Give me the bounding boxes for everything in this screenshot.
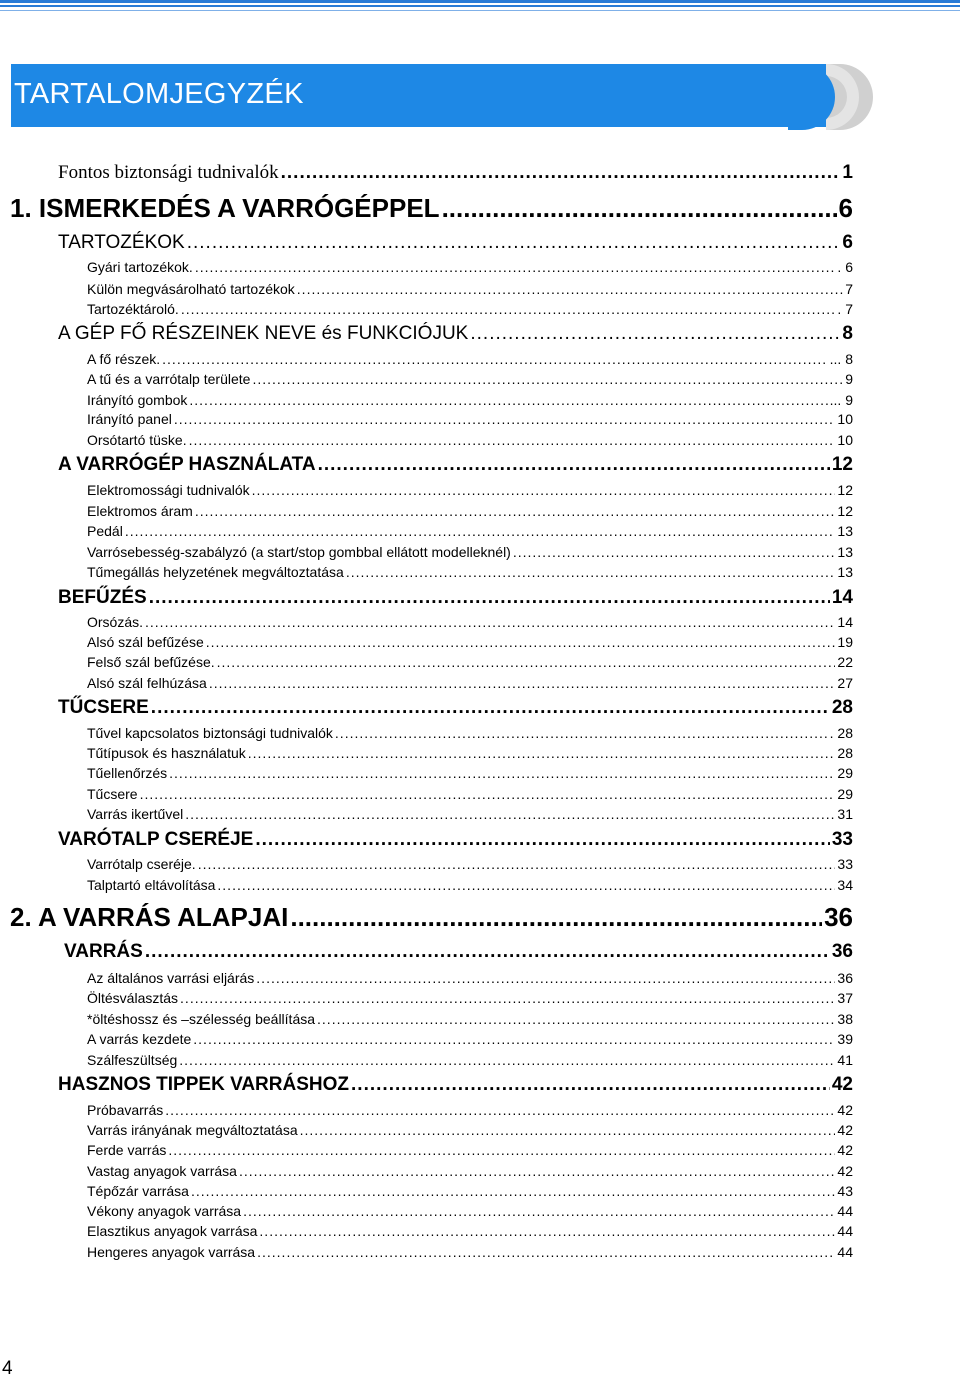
toc-entry-label: Szálfeszültség (87, 1052, 178, 1068)
toc-entry-page: . 28 (829, 725, 853, 741)
toc-entry[interactable] (87, 544, 853, 560)
toc-entry[interactable] (87, 1163, 853, 1179)
toc-entry-label: Hengeres anyagok varrása (87, 1244, 256, 1260)
dot-leader (255, 829, 830, 851)
toc-entry-page: 33 (831, 829, 853, 850)
toc-entry-page: 42 (837, 1163, 853, 1179)
toc-entry-page: 19 (837, 634, 853, 650)
dot-leader (256, 970, 835, 986)
dot-leader (442, 193, 837, 224)
toc-entry-page: 42 (837, 1102, 853, 1118)
toc-entry-page: 41 (837, 1052, 853, 1068)
toc-entry[interactable] (87, 482, 853, 498)
toc-entry-page: 36 (837, 970, 853, 986)
toc-entry-page: 6 (838, 193, 853, 223)
toc-entry[interactable] (58, 232, 853, 254)
toc-entry[interactable] (87, 1203, 853, 1219)
toc-entry-label: Elektromossági tudnivalók (87, 482, 250, 498)
toc-entry-label: Tűcsere (87, 786, 138, 802)
chevron-decoration-icon (788, 64, 878, 130)
toc-entry-label: Alsó szál befűzése (87, 634, 204, 650)
toc-entry[interactable] (10, 193, 853, 224)
toc-entry[interactable] (87, 675, 853, 691)
toc-entry[interactable] (58, 697, 853, 719)
toc-entry-label: HASZNOS TIPPEK VARRÁSHOZ (58, 1074, 350, 1095)
toc-entry-page: 42 (837, 1122, 853, 1138)
dot-leader (145, 614, 835, 630)
dot-leader (297, 281, 843, 297)
toc-entry[interactable] (87, 351, 853, 367)
toc-entry-label: TŰCSERE (58, 697, 149, 718)
dot-leader (185, 806, 835, 822)
toc-entry-label: Tartozéktároló. (87, 301, 179, 317)
dot-leader (252, 482, 836, 498)
toc-entry-page: 33 (837, 856, 853, 872)
dot-leader (198, 856, 836, 872)
dot-leader (206, 634, 836, 650)
dot-leader (180, 990, 835, 1006)
dot-leader (217, 877, 835, 893)
toc-entry-page: 22 (837, 654, 853, 670)
toc-entry-label: Ferde varrás (87, 1142, 167, 1158)
toc-entry-page: 29 (837, 786, 853, 802)
toc-entry-label: A varrás kezdete (87, 1031, 192, 1047)
dot-leader (257, 1244, 835, 1260)
dot-leader (125, 523, 836, 539)
toc-entry[interactable] (87, 1142, 853, 1158)
dot-leader (248, 745, 836, 761)
toc-entry[interactable] (87, 634, 853, 650)
dot-leader (195, 259, 836, 275)
toc-entry-page: 12 (837, 503, 853, 519)
page-title: TARTALOMJEGYZÉK (14, 78, 304, 110)
toc-entry-page: 44 (837, 1203, 853, 1219)
toc-entry[interactable] (58, 454, 853, 476)
toc-entry-page: 6 (842, 232, 853, 253)
toc-entry-page: 12 (831, 454, 853, 475)
toc-entry-page: 36 (824, 902, 853, 932)
dot-leader (281, 162, 841, 184)
toc-entry-label: Öltésválasztás (87, 990, 179, 1006)
toc-entry-page: . 7 (837, 301, 853, 317)
toc-entry[interactable] (87, 371, 853, 387)
toc-entry[interactable] (87, 564, 853, 580)
toc-entry-page: 10 (837, 411, 853, 427)
dot-leader (187, 232, 841, 254)
dot-leader (239, 1163, 835, 1179)
toc-entry[interactable] (87, 1102, 853, 1118)
toc-entry[interactable] (87, 856, 853, 872)
toc-entry[interactable] (87, 523, 853, 539)
toc-entry[interactable] (58, 829, 853, 851)
toc-entry[interactable] (87, 725, 853, 741)
dot-leader (513, 544, 836, 560)
dot-leader (351, 1074, 830, 1096)
dot-leader (189, 392, 827, 408)
toc-entry-label: Irányító panel (87, 411, 172, 427)
dot-leader (193, 1031, 835, 1047)
toc-entry-page: 34 (837, 877, 853, 893)
toc-entry-label: Elektromos áram (87, 503, 193, 519)
toc-entry-label: Talptartó eltávolítása (87, 877, 216, 893)
toc-entry-label: TARTOZÉKOK (58, 232, 185, 253)
dot-leader (318, 454, 830, 476)
toc-entry[interactable] (87, 877, 853, 893)
toc-entry-page: ... 8 (829, 351, 853, 367)
toc-entry-label: Orsózás. (87, 614, 144, 630)
toc-entry-page: 43 (837, 1183, 853, 1199)
toc-entry[interactable] (87, 1122, 853, 1138)
dot-leader (470, 323, 840, 345)
toc-entry-label: Tépőzár varrása (87, 1183, 189, 1199)
toc-entry-label: *öltéshossz és –szélesség beállítása (87, 1011, 316, 1027)
toc-entry-label: BEFŰZÉS (58, 587, 147, 608)
dot-leader (217, 654, 836, 670)
dot-leader (195, 503, 836, 519)
toc-entry[interactable] (87, 1244, 853, 1260)
toc-entry-page: 44 (837, 1223, 853, 1239)
dot-leader (179, 1052, 835, 1068)
toc-entry[interactable] (87, 301, 853, 317)
toc-entry[interactable] (87, 614, 853, 630)
toc-entry[interactable] (87, 1052, 853, 1068)
toc-entry-label: A VARRÓGÉP HASZNÁLATA (58, 454, 316, 475)
toc-entry-page: 28 (837, 745, 853, 761)
toc-entry-label: A fő részek. (87, 351, 161, 367)
toc-entry-label: Tűvel kapcsolatos biztonsági tudnivalók (87, 725, 333, 741)
toc-entry-page: 27 (837, 675, 853, 691)
dot-leader (252, 371, 843, 387)
toc-entry-page: 8 (842, 323, 853, 344)
toc-entry[interactable] (87, 970, 853, 986)
toc-entry[interactable] (10, 902, 853, 933)
page-number: 4 (2, 1358, 13, 1379)
toc-entry-page: 13 (837, 564, 853, 580)
toc-entry-page: 39 (837, 1031, 853, 1047)
dot-leader (174, 411, 836, 427)
toc-entry[interactable] (87, 432, 853, 448)
toc-entry-page: 28 (831, 697, 853, 718)
toc-entry[interactable] (58, 162, 853, 184)
toc-entry-label: Varrás irányának megváltoztatása (87, 1122, 298, 1138)
dot-leader (290, 902, 822, 933)
toc-entry[interactable] (58, 587, 853, 609)
toc-entry-label: Alsó szál felhúzása (87, 675, 207, 691)
toc-entry-page: 13 (837, 523, 853, 539)
toc-entry-page: . 6 (837, 259, 853, 275)
toc-entry-label: 2. A VARRÁS ALAPJAI (10, 902, 289, 932)
toc-entry-label: VARRÁS (64, 941, 143, 962)
toc-entry-label: Tűmegállás helyzetének megváltoztatása (87, 564, 344, 580)
toc-entry[interactable] (87, 1031, 853, 1047)
toc-entry-label: Vékony anyagok varrása (87, 1203, 242, 1219)
dot-leader (149, 587, 830, 609)
toc-entry[interactable] (87, 654, 853, 670)
toc-entry-page: 31 (837, 806, 853, 822)
toc-entry[interactable] (87, 281, 853, 297)
dot-leader (189, 432, 836, 448)
dot-leader (151, 697, 830, 719)
toc-entry[interactable] (58, 1074, 853, 1096)
toc-entry-label: Pedál (87, 523, 123, 539)
dot-leader (162, 351, 827, 367)
toc-entry-label: Gyári tartozékok. (87, 259, 193, 275)
dot-leader (145, 941, 830, 963)
top-rule (0, 0, 960, 14)
toc-entry-label: Varrósebesség-szabályzó (a start/stop gombbal ellátott modelleknél) (87, 544, 511, 560)
dot-leader (346, 564, 836, 580)
toc-entry-page: 29 (837, 765, 853, 781)
toc-entry-page: 36 (831, 941, 853, 962)
dot-leader (209, 675, 836, 691)
toc-entry[interactable] (58, 323, 853, 345)
toc-entry[interactable] (87, 786, 853, 802)
toc-entry-label: 1. ISMERKEDÉS A VARRÓGÉPPEL (10, 193, 440, 223)
title-banner (11, 64, 826, 127)
toc-entry-label: Próbavarrás (87, 1102, 164, 1118)
toc-entry-page: 7 (845, 281, 853, 297)
toc-entry[interactable] (87, 392, 853, 408)
toc-entry-label: Fontos biztonsági tudnivalók (58, 162, 279, 183)
toc-entry[interactable] (87, 503, 853, 519)
dot-leader (169, 765, 835, 781)
toc-entry-page: 42 (831, 1074, 853, 1095)
toc-entry-page: 44 (837, 1244, 853, 1260)
toc-entry[interactable] (87, 806, 853, 822)
toc-entry-page: 10 (837, 432, 853, 448)
toc-entry[interactable] (87, 1183, 853, 1199)
toc-entry-label: Külön megvásárolható tartozékok (87, 281, 295, 297)
toc-entry-page: 42 (837, 1142, 853, 1158)
dot-leader (165, 1102, 835, 1118)
toc-entry-label: A GÉP FŐ RÉSZEINEK NEVE és FUNKCIÓJUK (58, 323, 469, 344)
toc-entry-page: ... 9 (829, 392, 853, 408)
toc-entry-page: 37 (837, 990, 853, 1006)
toc-entry-page: 9 (845, 371, 853, 387)
toc-entry[interactable] (87, 765, 853, 781)
toc-entry-page: 1 (842, 162, 853, 183)
toc-entry-page: 14 (831, 587, 853, 608)
toc-entry-label: Elasztikus anyagok varrása (87, 1223, 258, 1239)
toc-entry[interactable] (87, 990, 853, 1006)
dot-leader (140, 786, 836, 802)
dot-leader (335, 725, 828, 741)
toc-entry-page: 14 (837, 614, 853, 630)
toc-entry[interactable] (87, 1223, 853, 1239)
toc-entry-label: Tűtípusok és használatuk (87, 745, 246, 761)
toc-entry-label: A tű és a varrótalp területe (87, 371, 251, 387)
toc-entry[interactable] (87, 411, 853, 427)
toc-entry-label: Felső szál befűzése. (87, 654, 215, 670)
toc-entry-label: Vastag anyagok varrása (87, 1163, 237, 1179)
toc-entry[interactable] (87, 745, 853, 761)
dot-leader (181, 301, 836, 317)
dot-leader (243, 1203, 835, 1219)
dot-leader (168, 1142, 835, 1158)
dot-leader (191, 1183, 835, 1199)
toc-entry-page: 13 (837, 544, 853, 560)
toc-entry-label: Irányító gombok (87, 392, 188, 408)
toc-entry-label: Varrás ikertűvel (87, 806, 184, 822)
dot-leader (317, 1011, 835, 1027)
toc-entry-page: 38 (837, 1011, 853, 1027)
toc-entry[interactable] (87, 259, 853, 275)
toc-entry[interactable] (87, 1011, 853, 1027)
toc-entry-label: Az általános varrási eljárás (87, 970, 255, 986)
toc-entry[interactable] (64, 941, 853, 963)
toc-entry-label: VARÓTALP CSERÉJE (58, 829, 254, 850)
toc-entry-label: Orsótartó tüske. (87, 432, 187, 448)
toc-entry-label: Tűellenőrzés (87, 765, 168, 781)
dot-leader (259, 1223, 835, 1239)
toc-entry-label: Varrótalp cseréje. (87, 856, 196, 872)
toc-entry-page: 12 (837, 482, 853, 498)
dot-leader (300, 1122, 836, 1138)
